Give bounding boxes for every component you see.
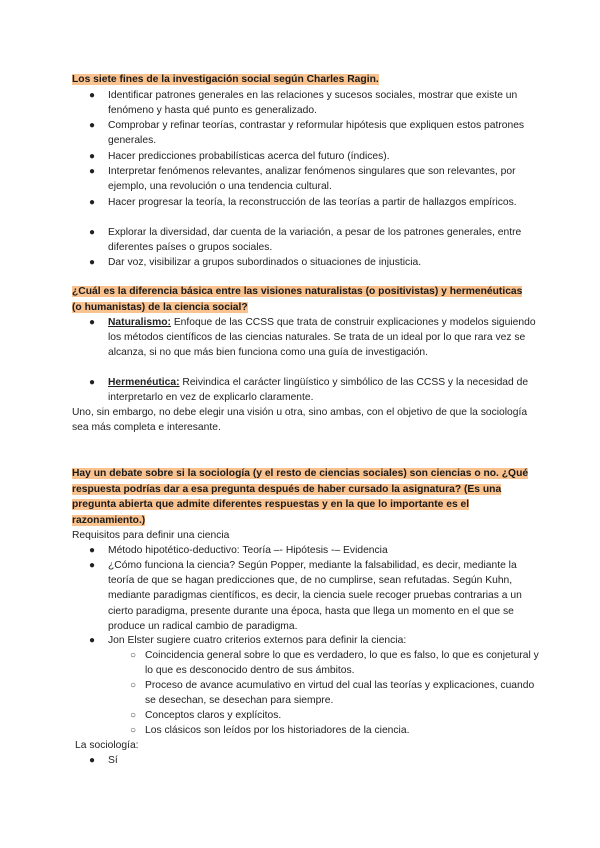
list-item: Comprobar y refinar teorías, contrastar y reformular hipótesis que expliquen estos patrones generales.: [108, 120, 525, 147]
sub-bullet-icon: ○: [130, 725, 137, 736]
bullet-icon: ●: [89, 197, 96, 208]
bullet-icon: ●: [89, 151, 96, 162]
bullet-icon: ●: [89, 317, 96, 328]
term-naturalismo: Naturalismo:: [108, 317, 171, 328]
sub-bullet-icon: ○: [130, 650, 137, 661]
bullet-icon: ●: [89, 227, 96, 238]
bullet-icon: ●: [89, 560, 96, 571]
sub-list-item: Coincidencia general sobre lo que es verdadero, lo que es falso, lo que es conjetural y lo que es desconocido dentro de sus ámbitos.: [145, 650, 539, 677]
section3-heading-text: Hay un debate sobre si la sociología (y el resto de ciencias sociales) son ciencias o no. ¿Qué respuesta podrías dar a esa pregunta después de haber cursado la asignatura? (Es una pregunta abierta que admite diferentes respuestas y en la que lo importante es el razonamiento.): [72, 468, 529, 526]
list-item: ¿Cómo funciona la ciencia? Según Popper, mediante la falsabilidad, es decir, mediante la teoría de que se hagan predicciones que, de no cumplirse, sean refutadas. Según Kuhn, mediante paradigmas científicos, es decir, la ciencia suele recoger pruebas contrarias a un cierto paradigma, presente durante una época, hasta que llega un momento en el que se produce un radical cambio de paradigma.: [108, 560, 522, 632]
sub-list-item: Proceso de avance acumulativo en virtud del cual las teorías y explicaciones, cuando se desechan, se desechan para siempre.: [145, 680, 535, 707]
list-item: [108, 315, 540, 361]
sub-bullet-icon: ○: [130, 680, 137, 691]
list-item: Sí: [108, 755, 118, 766]
section2-heading-text: ¿Cuál es la diferencia básica entre las visiones naturalistas (o positivistas) y hermenéuticas (o humanistas) de la ciencia social?: [72, 286, 523, 313]
section3-intro: Requisitos para definir una ciencia: [72, 530, 230, 541]
bullet-icon: ●: [89, 755, 96, 766]
section3-heading: [72, 466, 532, 528]
definition-hermeneutica: Reivindica el carácter lingüístico y simbólico de las CCSS y la necesidad de interpretarlo en vez de explicarlo claramente.: [108, 377, 529, 404]
bullet-icon: ●: [89, 635, 96, 646]
section1-heading-text: Los siete fines de la investigación social según Charles Ragin.: [72, 74, 379, 85]
list-item: Dar voz, visibilizar a grupos subordinados o situaciones de injusticia.: [108, 257, 422, 268]
bullet-icon: ●: [89, 545, 96, 556]
list-item: Identificar patrones generales en las relaciones y sucesos sociales, mostrar que existe un fenómeno y hasta qué punto es generalizado.: [108, 90, 518, 117]
sub-list-item: Conceptos claros y explícitos.: [145, 710, 282, 721]
section2-heading: [72, 284, 532, 315]
bullet-icon: ●: [89, 257, 96, 268]
list-item: Explorar la diversidad, dar cuenta de la variación, a pesar de los patrones generales, entre diferentes países o grupos sociales.: [108, 227, 522, 254]
list-item: [108, 375, 540, 405]
list-item: Interpretar fenómenos relevantes, analizar fenómenos singulares que son relevantes, por ejemplo, una revolución o una tendencia cultural.: [108, 166, 516, 193]
list-item: Hacer predicciones probabilísticas acerca del futuro (índices).: [108, 151, 390, 162]
bullet-icon: ●: [89, 120, 96, 131]
definition-naturalismo: Enfoque de las CCSS que trata de construir explicaciones y modelos siguiendo los métodos científicos de las ciencias naturales. Se trata de un ideal por lo que rara vez se alcanza, si no que más bien funciona como una guía de investigación.: [108, 317, 536, 359]
list-item: Método hipotético-deductivo: Teoría –- Hipótesis -– Evidencia: [108, 545, 388, 556]
section2-closing: Uno, sin embargo, no debe elegir una visión u otra, sino ambas, con el objetivo de que la sociología sea más completa e interesante.: [72, 407, 528, 434]
list-item: Jon Elster sugiere cuatro criterios externos para definir la ciencia:: [108, 635, 407, 646]
sub-bullet-icon: ○: [130, 710, 137, 721]
footer-label: La sociología:: [75, 740, 139, 751]
bullet-icon: ●: [89, 377, 96, 388]
term-hermeneutica: Hermenéutica:: [108, 377, 180, 388]
bullet-icon: ●: [89, 90, 96, 101]
section1-heading: [72, 72, 532, 88]
bullet-icon: ●: [89, 166, 96, 177]
list-item: Hacer progresar la teoría, la reconstrucción de las teorías a partir de hallazgos empíricos.: [108, 197, 517, 208]
sub-list-item: Los clásicos son leídos por los historiadores de la ciencia.: [145, 725, 410, 736]
